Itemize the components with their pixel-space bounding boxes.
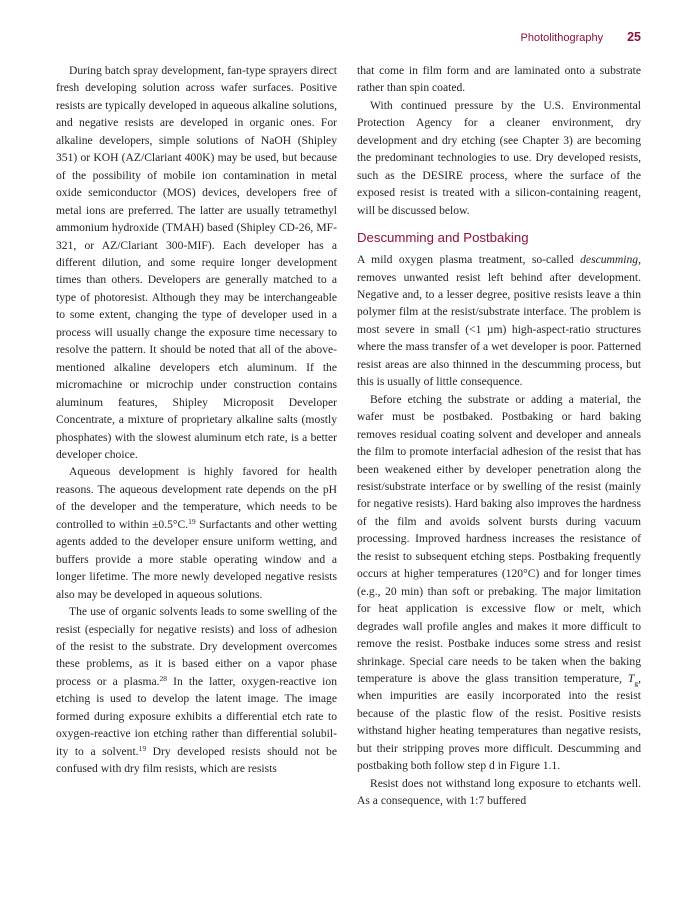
paragraph-descumming [357,251,641,391]
left-column [56,62,337,778]
section-heading: Descumming and Postbaking [357,230,529,246]
right-column [357,62,641,810]
glass-transition-subscript: g [634,678,639,688]
paragraph-text: In the latter, oxygen-reactive ion etching is used to develop the latent image. The image formed during exposure exhibits a differential etch rate to oxygen-reactive ion etching rather than differential solubility to a solvent. [56,674,337,758]
reference-superscript: 19 [138,743,147,753]
paragraph-text: Dry developed resists should not be confused with dry film resists, which are resists [56,744,337,776]
paragraph-organic-solvents [56,603,337,778]
paragraph-epa-pressure: With continued pressure by the U.S. Environmental Protection Agency for a cleaner environment, dry development and dry etching (see Chapter 3) are becoming the predominant technologies to use. Dry developed resists, such as the DESIRE process, where the surface of the exposed resist is treated with a silicon-containing reagent, will be discussed below. [357,98,641,217]
page-number: 25 [627,30,641,44]
page-header [521,30,641,44]
paragraph-batch-spray: During batch spray development, fan-type sprayers direct fresh developing solution across wafer surfaces. Positive resists are typically developed in aqueous alkaline solutions, and negative resists are developed in organic ones. For alkaline developers, simple solutions of NaOH (Shipley 351) or KOH (AZ/Clariant 400K) may be used, but because of the possibility of mobile ion contamination in metal oxide semiconductor (MOS) devices, developers free of metal ions are preferred. The latter are usually tetramethyl ammonium hydroxide (TMAH) based (Shipley CD-26, MF-321, or AZ/Clariant 300-MIF). Each developer has a different dilution, and some require longer development times than others. Developers are generally matched to a type of photoresist. Although they may be interchangeable to some extent, changing the type of developer used in a process will usually change the exposure time necessary to resolve the pattern. It should be noted that all of the above-mentioned alkaline developers etch aluminum. If the micromachine or microchip under construction contains aluminum features, Shipley Microposit Developer Concentrate, a mixture of proprietary alkaline salts (mostly phosphates) with the slowest aluminum etch rate, is a better developer choice. [56,64,337,461]
paragraph-text: Aqueous development is highly favored for health reasons. The aqueous development rate depends on the pH of the developer and the temperature, which needs to be controlled to within ±0.5°C. [56,465,337,531]
glass-transition-symbol: T [627,671,635,685]
reference-superscript: 19 [188,516,196,526]
emphasized-term: descumming [580,253,639,267]
paragraph-resist-etchants: Resist does not withstand long exposure to etchants well. As a consequence, with 1:7 buffered [357,776,641,808]
reference-superscript: 28 [159,673,168,683]
running-head: Photolithography [520,32,604,44]
paragraph-aqueous-development [56,463,337,603]
paragraph-postbaking [357,391,641,775]
paragraph-text: Surfactants and other wetting agents added to the developer ensure uniform wetting, and buffers provide a more stable operating window and a longer lifetime. The more newly developed negative resists also may be developed in aqueous solutions. [56,517,337,601]
paragraph-text: , removes unwanted resist left behind after development. Negative and, to a lesser degree, positive resists leave a thin polymer film at the resist/substrate interface. The problem is most severe in small (<1 µm) high-aspect-ratio structures where the mass transfer of a wet developer is poor. Patterned resist areas are also thinned in the descumming process, but this is usually of little consequence. [357,253,641,389]
paragraph-text: A mild oxygen plasma treatment, so-called [357,253,581,267]
paragraph-text: The use of organic solvents leads to some swelling of the resist (especially for negative resists) and loss of adhesion of the resist to the substrate. Dry development overcomes these problems, as it is based either on a vapor phase process or a plasma. [56,605,337,688]
paragraph-text: Before etching the substrate or adding a material, the wafer must be postbaked. Postbaking or hard baking removes residual coating solvent and developer and anneals the film to promote interfacial adhesion of the resist that has been weakened either by developer penetration along the resist/substrate interface or by swelling of the resist (mainly for negative resists). Hard baking also improves the hardness of the film and avoids solvent bursts during vacuum processing. Improved hardness increases the resistance of the resist to subsequent etching steps. Postbaking frequently occurs at higher temperatures (120°C) and for longer times (e.g., 20 min) than soft or prebaking. The major limitation for heat application is excessive flow or melt, which degrades wall profile angles and makes it more difficult to remove the resist. Postbake induces some stress and resist shrinkage. Special care needs to be taken when the baking temperature is above the glass transition temperature, [357,392,641,685]
paragraph-continuation: that come in film form and are laminated onto a substrate rather than spin coated. [357,64,641,95]
paragraph-text: , when impurities are easily incorporated into the resist because of the plastic flow of the resist. Positive resists withstand higher heating temperatures than negative resists, but their stripping proves more difficult. Descumming and postbaking both follow step d in Figure 1.1. [357,671,641,773]
